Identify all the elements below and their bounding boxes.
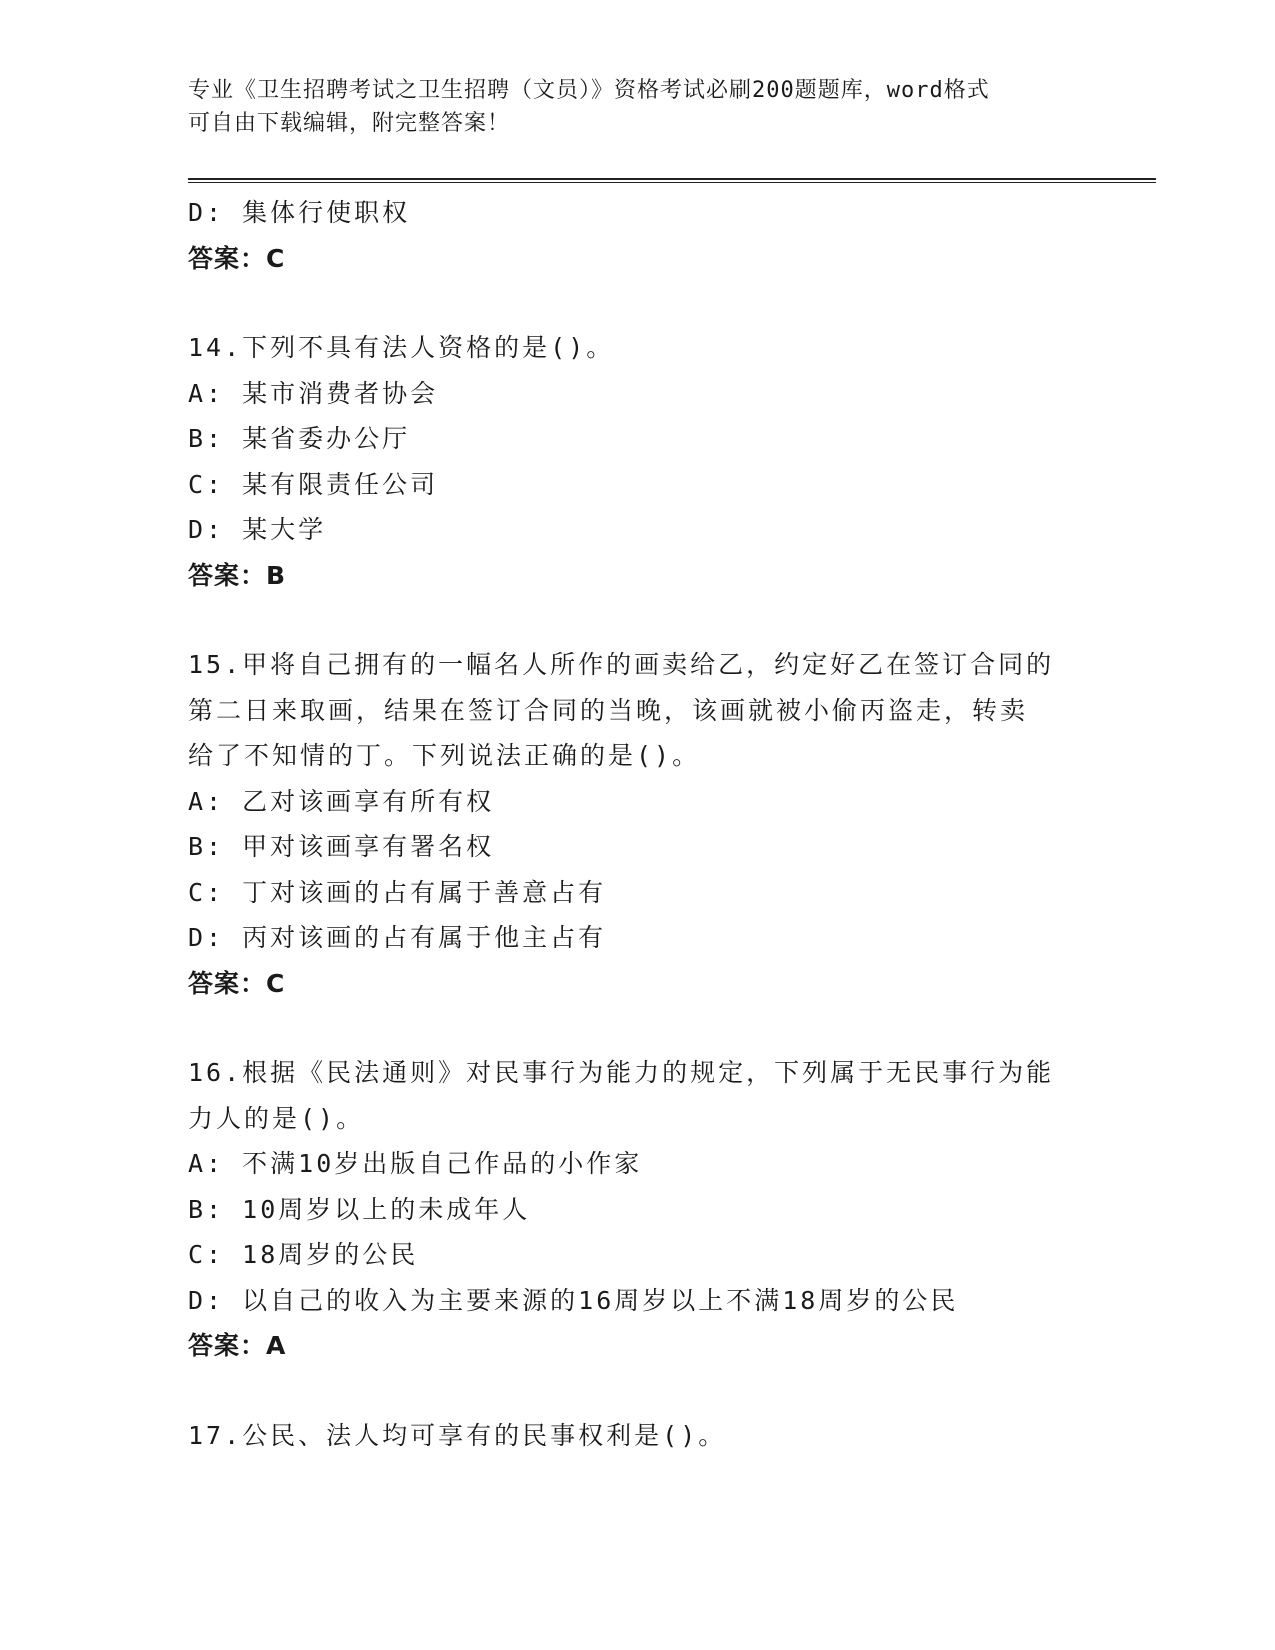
prev-answer: 答案：C bbox=[188, 243, 286, 273]
q15-stem-line-2: 第二日来取画，结果在签订合同的当晚，该画就被小偷丙盗走，转卖 bbox=[188, 695, 1029, 725]
q16-stem-line-1: 16.根据《民法通则》对民事行为能力的规定，下列属于无民事行为能 bbox=[188, 1058, 1055, 1087]
q14-option-b: B: 某省委办公厅 bbox=[188, 424, 411, 453]
q15-stem-line-3: 给了不知情的丁。下列说法正确的是()。 bbox=[188, 741, 701, 770]
q16-option-d: D: 以自己的收入为主要来源的16周岁以上不满18周岁的公民 bbox=[188, 1285, 959, 1315]
q15-answer: 答案：C bbox=[188, 968, 286, 998]
q16-answer: 答案：A bbox=[188, 1331, 287, 1360]
document-header bbox=[188, 74, 1088, 140]
q14-option-a: A: 某市消费者协会 bbox=[188, 378, 439, 408]
q14-answer: 答案：B bbox=[188, 560, 287, 590]
header-line-1: 专业《卫生招聘考试之卫生招聘（文员）》资格考试必刷200题题库，word格式 bbox=[188, 78, 990, 103]
q17-stem: 17.公民、法人均可享有的民事权利是()。 bbox=[188, 1420, 727, 1450]
prev-option-d: D: 集体行使职权 bbox=[188, 198, 411, 227]
q15-stem-line-1: 15.甲将自己拥有的一幅名人所作的画卖给乙，约定好乙在签订合同的 bbox=[188, 650, 1055, 679]
q16-option-c: C: 18周岁的公民 bbox=[188, 1240, 419, 1269]
q15-option-b: B: 甲对该画享有署名权 bbox=[188, 832, 495, 861]
question-list bbox=[188, 190, 1088, 1458]
document-page bbox=[188, 0, 1158, 1650]
header-divider bbox=[188, 178, 1156, 183]
q16-option-a: A: 不满10岁出版自己作品的小作家 bbox=[188, 1149, 643, 1178]
q15-option-c: C: 丁对该画的占有属于善意占有 bbox=[188, 877, 607, 907]
q15-option-d: D: 丙对该画的占有属于他主占有 bbox=[188, 923, 607, 952]
q15-option-a: A: 乙对该画享有所有权 bbox=[188, 786, 495, 816]
q14-option-d: D: 某大学 bbox=[188, 515, 327, 544]
q14-stem: 14.下列不具有法人资格的是()。 bbox=[188, 333, 615, 362]
q16-stem-line-2: 力人的是()。 bbox=[188, 1103, 365, 1133]
q16-option-b: B: 10周岁以上的未成年人 bbox=[188, 1194, 531, 1224]
header-line-2: 可自由下载编辑，附完整答案！ bbox=[188, 111, 511, 136]
q14-option-c: C: 某有限责任公司 bbox=[188, 469, 439, 499]
